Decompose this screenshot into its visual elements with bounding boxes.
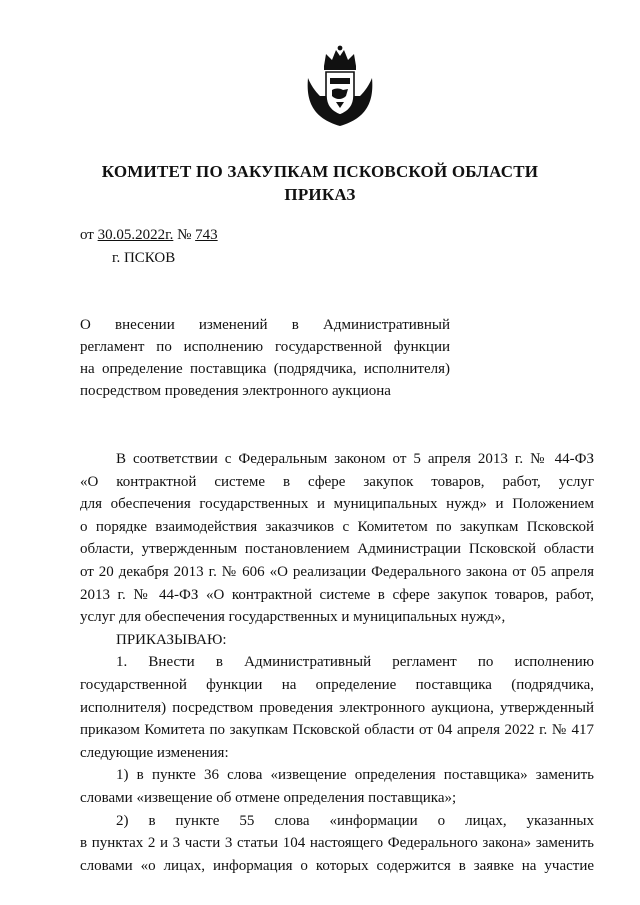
body-line: В соответствии с Федеральным законом от 5 апреля 2013 г. № 44-ФЗ <box>116 451 594 467</box>
body-line: 2013 г. № 44-ФЗ «О контрактной системе в сфере закупок товаров, работ, <box>80 586 594 603</box>
order-date: 30.05.2022г. <box>97 227 174 243</box>
item-1-line: 1. Внести в Административный регламент по исполнению <box>116 654 594 671</box>
pskov-coat-of-arms-icon <box>302 44 378 128</box>
subject-line: О внесении изменений в Административный <box>80 317 450 333</box>
document-type-title: ПРИКАЗ <box>284 185 356 204</box>
body-line: услуг для обеспечения государственных и муниципальных нужд», <box>80 609 506 626</box>
date-prefix: от <box>80 227 94 243</box>
body-line: для обеспечения государственных и муниципальных нужд» и Положением <box>80 496 594 513</box>
order-subject <box>80 314 450 402</box>
order-directive: ПРИКАЗЫВАЮ: <box>116 631 227 648</box>
subject-line: посредством проведения электронного аукциона <box>80 383 391 399</box>
body-line: области, утвержденным постановлением Администрации Псковской области <box>80 541 594 558</box>
subitem-1-line: словами «извещение об отмене определения поставщика»; <box>80 789 457 806</box>
subitem-1-line: 1) в пункте 36 слова «извещение определения поставщика» заменить <box>116 767 594 784</box>
number-sign: № <box>177 227 192 243</box>
item-1-line: государственной функции на определение поставщика (подрядчика, <box>80 676 594 693</box>
body-line: о порядке взаимодействия заказчиков с Комитетом по закупкам Псковской <box>80 518 594 535</box>
subitem-2-line: в пунктах 2 и 3 части 3 статьи 104 настоящего Федерального закона» заменить <box>80 835 594 852</box>
subject-line: регламент по исполнению государственной функции <box>80 339 450 355</box>
subitem-2-line: словами «о лицах, информация о которых содержится в заявке на участие <box>80 857 594 874</box>
order-body <box>80 448 594 877</box>
body-line: от 20 декабря 2013 г. № 606 «О реализации Федерального закона от 05 апреля <box>80 563 594 580</box>
order-date-number <box>80 227 218 244</box>
body-line: «О контрактной системе в сфере закупок товаров, работ, услуг <box>80 473 594 490</box>
organization-title: КОМИТЕТ ПО ЗАКУПКАМ ПСКОВСКОЙ ОБЛАСТИ <box>101 162 539 181</box>
order-number: 743 <box>195 227 218 243</box>
item-1-line: приказом Комитета по закупкам Псковской области от 04 апреля 2022 г. № 417 <box>80 722 594 739</box>
item-1-line: исполнителя) посредством проведения электронного аукциона, утвержденный <box>80 699 594 716</box>
order-city: г. ПСКОВ <box>112 250 176 266</box>
subject-line: на определение поставщика (подрядчика, исполнителя) <box>80 361 450 377</box>
subitem-2-line: 2) в пункте 55 слова «информации о лицах, указанных <box>116 812 594 829</box>
item-1-line: следующие изменения: <box>80 744 229 761</box>
